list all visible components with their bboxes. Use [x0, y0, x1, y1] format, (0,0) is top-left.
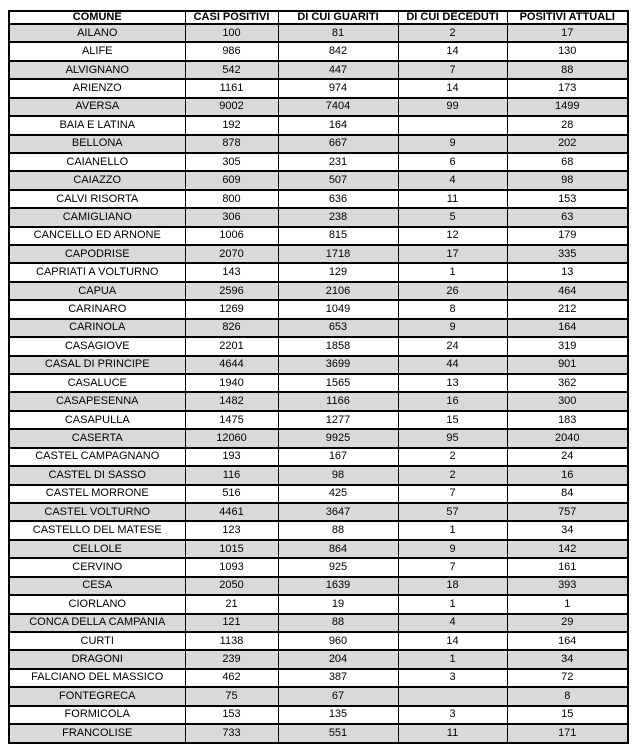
value-cell: 231	[278, 153, 398, 171]
value-cell: 1049	[278, 300, 398, 318]
comune-cell: AVERSA	[9, 98, 185, 116]
comune-cell: FONTEGRECA	[9, 687, 185, 705]
comune-cell: FALCIANO DEL MASSICO	[9, 669, 185, 687]
table-row	[9, 153, 628, 171]
value-cell: 6	[398, 153, 507, 171]
value-cell: 9	[398, 540, 507, 558]
value-cell: 95	[398, 429, 507, 447]
value-cell: 161	[507, 558, 628, 576]
comune-cell: CAPODRISE	[9, 245, 185, 263]
table-row	[9, 337, 628, 355]
value-cell: 1093	[185, 558, 278, 576]
value-cell: 57	[398, 503, 507, 521]
comune-cell: CASAPESENNA	[9, 392, 185, 410]
value-cell: 67	[278, 687, 398, 705]
value-cell: 1858	[278, 337, 398, 355]
table-row	[9, 356, 628, 374]
value-cell: 1499	[507, 98, 628, 116]
value-cell: 925	[278, 558, 398, 576]
table-row	[9, 724, 628, 743]
value-cell: 75	[185, 687, 278, 705]
value-cell: 653	[278, 319, 398, 337]
value-cell: 3	[398, 669, 507, 687]
comune-cell: DRAGONI	[9, 650, 185, 668]
value-cell: 305	[185, 153, 278, 171]
comune-cell: CASTEL MORRONE	[9, 485, 185, 503]
value-cell: 14	[398, 42, 507, 60]
value-cell: 18	[398, 577, 507, 595]
value-cell: 164	[278, 116, 398, 134]
value-cell: 7	[398, 485, 507, 503]
comune-cell: CASALUCE	[9, 374, 185, 392]
table-row	[9, 42, 628, 60]
table-body	[9, 24, 628, 743]
table-row	[9, 650, 628, 668]
comune-cell: CAIAZZO	[9, 171, 185, 189]
value-cell: 239	[185, 650, 278, 668]
value-cell: 1166	[278, 392, 398, 410]
table-row	[9, 245, 628, 263]
value-cell: 9	[398, 135, 507, 153]
value-cell: 2	[398, 448, 507, 466]
comune-cell: FRANCOLISE	[9, 724, 185, 743]
value-cell: 44	[398, 356, 507, 374]
table-row	[9, 485, 628, 503]
value-cell: 300	[507, 392, 628, 410]
value-cell: 1	[398, 521, 507, 539]
table-row	[9, 116, 628, 134]
table-row	[9, 319, 628, 337]
value-cell: 800	[185, 190, 278, 208]
header-row	[9, 11, 628, 24]
comune-cell: CASERTA	[9, 429, 185, 447]
value-cell: 183	[507, 411, 628, 429]
comune-cell: CAPRIATI A VOLTURNO	[9, 263, 185, 281]
value-cell: 2596	[185, 282, 278, 300]
table-row	[9, 558, 628, 576]
value-cell: 3	[398, 706, 507, 724]
comune-cell: CAIANELLO	[9, 153, 185, 171]
comune-cell: CIORLANO	[9, 595, 185, 613]
value-cell: 130	[507, 42, 628, 60]
table-row	[9, 521, 628, 539]
value-cell: 1138	[185, 632, 278, 650]
value-cell: 123	[185, 521, 278, 539]
value-cell: 9	[398, 319, 507, 337]
comune-cell: CANCELLO ED ARNONE	[9, 227, 185, 245]
value-cell: 171	[507, 724, 628, 743]
comune-cell: CASTEL VOLTURNO	[9, 503, 185, 521]
value-cell: 68	[507, 153, 628, 171]
value-cell: 1	[398, 595, 507, 613]
comune-cell: CASTEL DI SASSO	[9, 466, 185, 484]
value-cell: 1	[398, 650, 507, 668]
value-cell	[398, 116, 507, 134]
table-row	[9, 171, 628, 189]
value-cell: 12060	[185, 429, 278, 447]
table-row	[9, 577, 628, 595]
value-cell: 1015	[185, 540, 278, 558]
table-row	[9, 448, 628, 466]
comune-cell: CASTELLO DEL MATESE	[9, 521, 185, 539]
value-cell: 16	[507, 466, 628, 484]
table-row	[9, 61, 628, 79]
value-cell: 826	[185, 319, 278, 337]
value-cell: 34	[507, 650, 628, 668]
value-cell: 192	[185, 116, 278, 134]
value-cell: 462	[185, 669, 278, 687]
value-cell: 9925	[278, 429, 398, 447]
value-cell: 29	[507, 614, 628, 632]
value-cell: 34	[507, 521, 628, 539]
value-cell: 193	[185, 448, 278, 466]
header-cell: POSITIVI ATTUALI	[507, 11, 628, 24]
value-cell: 878	[185, 135, 278, 153]
value-cell: 1639	[278, 577, 398, 595]
value-cell: 1565	[278, 374, 398, 392]
value-cell: 99	[398, 98, 507, 116]
value-cell: 362	[507, 374, 628, 392]
value-cell: 551	[278, 724, 398, 743]
value-cell: 1	[398, 263, 507, 281]
value-cell: 1475	[185, 411, 278, 429]
comuni-covid-table	[8, 10, 629, 744]
value-cell: 19	[278, 595, 398, 613]
value-cell: 13	[398, 374, 507, 392]
value-cell: 2050	[185, 577, 278, 595]
value-cell: 17	[398, 245, 507, 263]
comune-cell: FORMICOLA	[9, 706, 185, 724]
table-row	[9, 392, 628, 410]
value-cell: 143	[185, 263, 278, 281]
value-cell: 1161	[185, 79, 278, 97]
value-cell: 7	[398, 558, 507, 576]
value-cell: 986	[185, 42, 278, 60]
value-cell: 2	[398, 466, 507, 484]
header-cell: DI CUI DECEDUTI	[398, 11, 507, 24]
value-cell: 447	[278, 61, 398, 79]
value-cell: 667	[278, 135, 398, 153]
value-cell: 387	[278, 669, 398, 687]
value-cell: 901	[507, 356, 628, 374]
value-cell: 15	[398, 411, 507, 429]
table-row	[9, 190, 628, 208]
value-cell: 88	[278, 521, 398, 539]
table-row	[9, 429, 628, 447]
value-cell: 636	[278, 190, 398, 208]
value-cell: 164	[507, 632, 628, 650]
header-cell: DI CUI GUARITI	[278, 11, 398, 24]
comune-cell: CESA	[9, 577, 185, 595]
table-row	[9, 466, 628, 484]
value-cell: 864	[278, 540, 398, 558]
value-cell: 24	[507, 448, 628, 466]
value-cell: 425	[278, 485, 398, 503]
value-cell: 212	[507, 300, 628, 318]
header-cell: COMUNE	[9, 11, 185, 24]
table-row	[9, 687, 628, 705]
value-cell: 8	[398, 300, 507, 318]
value-cell: 319	[507, 337, 628, 355]
value-cell: 2106	[278, 282, 398, 300]
table-header	[9, 11, 628, 24]
value-cell: 757	[507, 503, 628, 521]
comune-cell: CONCA DELLA CAMPANIA	[9, 614, 185, 632]
value-cell: 4644	[185, 356, 278, 374]
value-cell: 1482	[185, 392, 278, 410]
value-cell: 135	[278, 706, 398, 724]
table-row	[9, 503, 628, 521]
comune-cell: CARINOLA	[9, 319, 185, 337]
value-cell: 8	[507, 687, 628, 705]
value-cell: 142	[507, 540, 628, 558]
value-cell: 4	[398, 171, 507, 189]
table-row	[9, 706, 628, 724]
value-cell: 84	[507, 485, 628, 503]
value-cell	[398, 687, 507, 705]
value-cell: 335	[507, 245, 628, 263]
value-cell: 17	[507, 24, 628, 42]
value-cell: 306	[185, 208, 278, 226]
value-cell: 98	[278, 466, 398, 484]
value-cell: 4461	[185, 503, 278, 521]
table-row	[9, 374, 628, 392]
value-cell: 960	[278, 632, 398, 650]
value-cell: 116	[185, 466, 278, 484]
value-cell: 1277	[278, 411, 398, 429]
table-row	[9, 632, 628, 650]
value-cell: 14	[398, 79, 507, 97]
value-cell: 153	[507, 190, 628, 208]
value-cell: 842	[278, 42, 398, 60]
table-row	[9, 540, 628, 558]
value-cell: 88	[278, 614, 398, 632]
value-cell: 26	[398, 282, 507, 300]
value-cell: 464	[507, 282, 628, 300]
value-cell: 516	[185, 485, 278, 503]
value-cell: 204	[278, 650, 398, 668]
table-row	[9, 135, 628, 153]
value-cell: 81	[278, 24, 398, 42]
value-cell: 1269	[185, 300, 278, 318]
comune-cell: CALVI RISORTA	[9, 190, 185, 208]
value-cell: 167	[278, 448, 398, 466]
value-cell: 24	[398, 337, 507, 355]
table-row	[9, 669, 628, 687]
value-cell: 28	[507, 116, 628, 134]
value-cell: 12	[398, 227, 507, 245]
comune-cell: BELLONA	[9, 135, 185, 153]
value-cell: 21	[185, 595, 278, 613]
value-cell: 507	[278, 171, 398, 189]
comune-cell: AILANO	[9, 24, 185, 42]
table-row	[9, 208, 628, 226]
value-cell: 609	[185, 171, 278, 189]
table-row	[9, 411, 628, 429]
value-cell: 1718	[278, 245, 398, 263]
value-cell: 815	[278, 227, 398, 245]
table-row	[9, 79, 628, 97]
table-row	[9, 595, 628, 613]
value-cell: 3647	[278, 503, 398, 521]
comune-cell: CASAGIOVE	[9, 337, 185, 355]
value-cell: 7	[398, 61, 507, 79]
value-cell: 153	[185, 706, 278, 724]
value-cell: 129	[278, 263, 398, 281]
value-cell: 15	[507, 706, 628, 724]
value-cell: 98	[507, 171, 628, 189]
value-cell: 173	[507, 79, 628, 97]
comune-cell: ALIFE	[9, 42, 185, 60]
comune-cell: ARIENZO	[9, 79, 185, 97]
value-cell: 7404	[278, 98, 398, 116]
value-cell: 974	[278, 79, 398, 97]
comune-cell: CASAL DI PRINCIPE	[9, 356, 185, 374]
value-cell: 14	[398, 632, 507, 650]
table-row	[9, 24, 628, 42]
comune-cell: CAMIGLIANO	[9, 208, 185, 226]
value-cell: 393	[507, 577, 628, 595]
value-cell: 11	[398, 190, 507, 208]
comune-cell: CARINARO	[9, 300, 185, 318]
table-row	[9, 300, 628, 318]
header-cell: CASI POSITIVI	[185, 11, 278, 24]
table-row	[9, 227, 628, 245]
value-cell: 179	[507, 227, 628, 245]
value-cell: 2201	[185, 337, 278, 355]
value-cell: 4	[398, 614, 507, 632]
value-cell: 16	[398, 392, 507, 410]
value-cell: 100	[185, 24, 278, 42]
value-cell: 88	[507, 61, 628, 79]
comune-cell: BAIA E LATINA	[9, 116, 185, 134]
value-cell: 1940	[185, 374, 278, 392]
comune-cell: CASTEL CAMPAGNANO	[9, 448, 185, 466]
value-cell: 164	[507, 319, 628, 337]
value-cell: 2	[398, 24, 507, 42]
value-cell: 2070	[185, 245, 278, 263]
table-row	[9, 614, 628, 632]
value-cell: 63	[507, 208, 628, 226]
comune-cell: CELLOLE	[9, 540, 185, 558]
comune-cell: CURTI	[9, 632, 185, 650]
value-cell: 1	[507, 595, 628, 613]
value-cell: 238	[278, 208, 398, 226]
table-row	[9, 282, 628, 300]
value-cell: 733	[185, 724, 278, 743]
value-cell: 5	[398, 208, 507, 226]
value-cell: 542	[185, 61, 278, 79]
comune-cell: CASAPULLA	[9, 411, 185, 429]
value-cell: 72	[507, 669, 628, 687]
value-cell: 11	[398, 724, 507, 743]
comune-cell: CERVINO	[9, 558, 185, 576]
value-cell: 13	[507, 263, 628, 281]
comune-cell: CAPUA	[9, 282, 185, 300]
value-cell: 121	[185, 614, 278, 632]
value-cell: 202	[507, 135, 628, 153]
comune-cell: ALVIGNANO	[9, 61, 185, 79]
value-cell: 9002	[185, 98, 278, 116]
value-cell: 3699	[278, 356, 398, 374]
table-row	[9, 263, 628, 281]
table-row	[9, 98, 628, 116]
value-cell: 1006	[185, 227, 278, 245]
value-cell: 2040	[507, 429, 628, 447]
